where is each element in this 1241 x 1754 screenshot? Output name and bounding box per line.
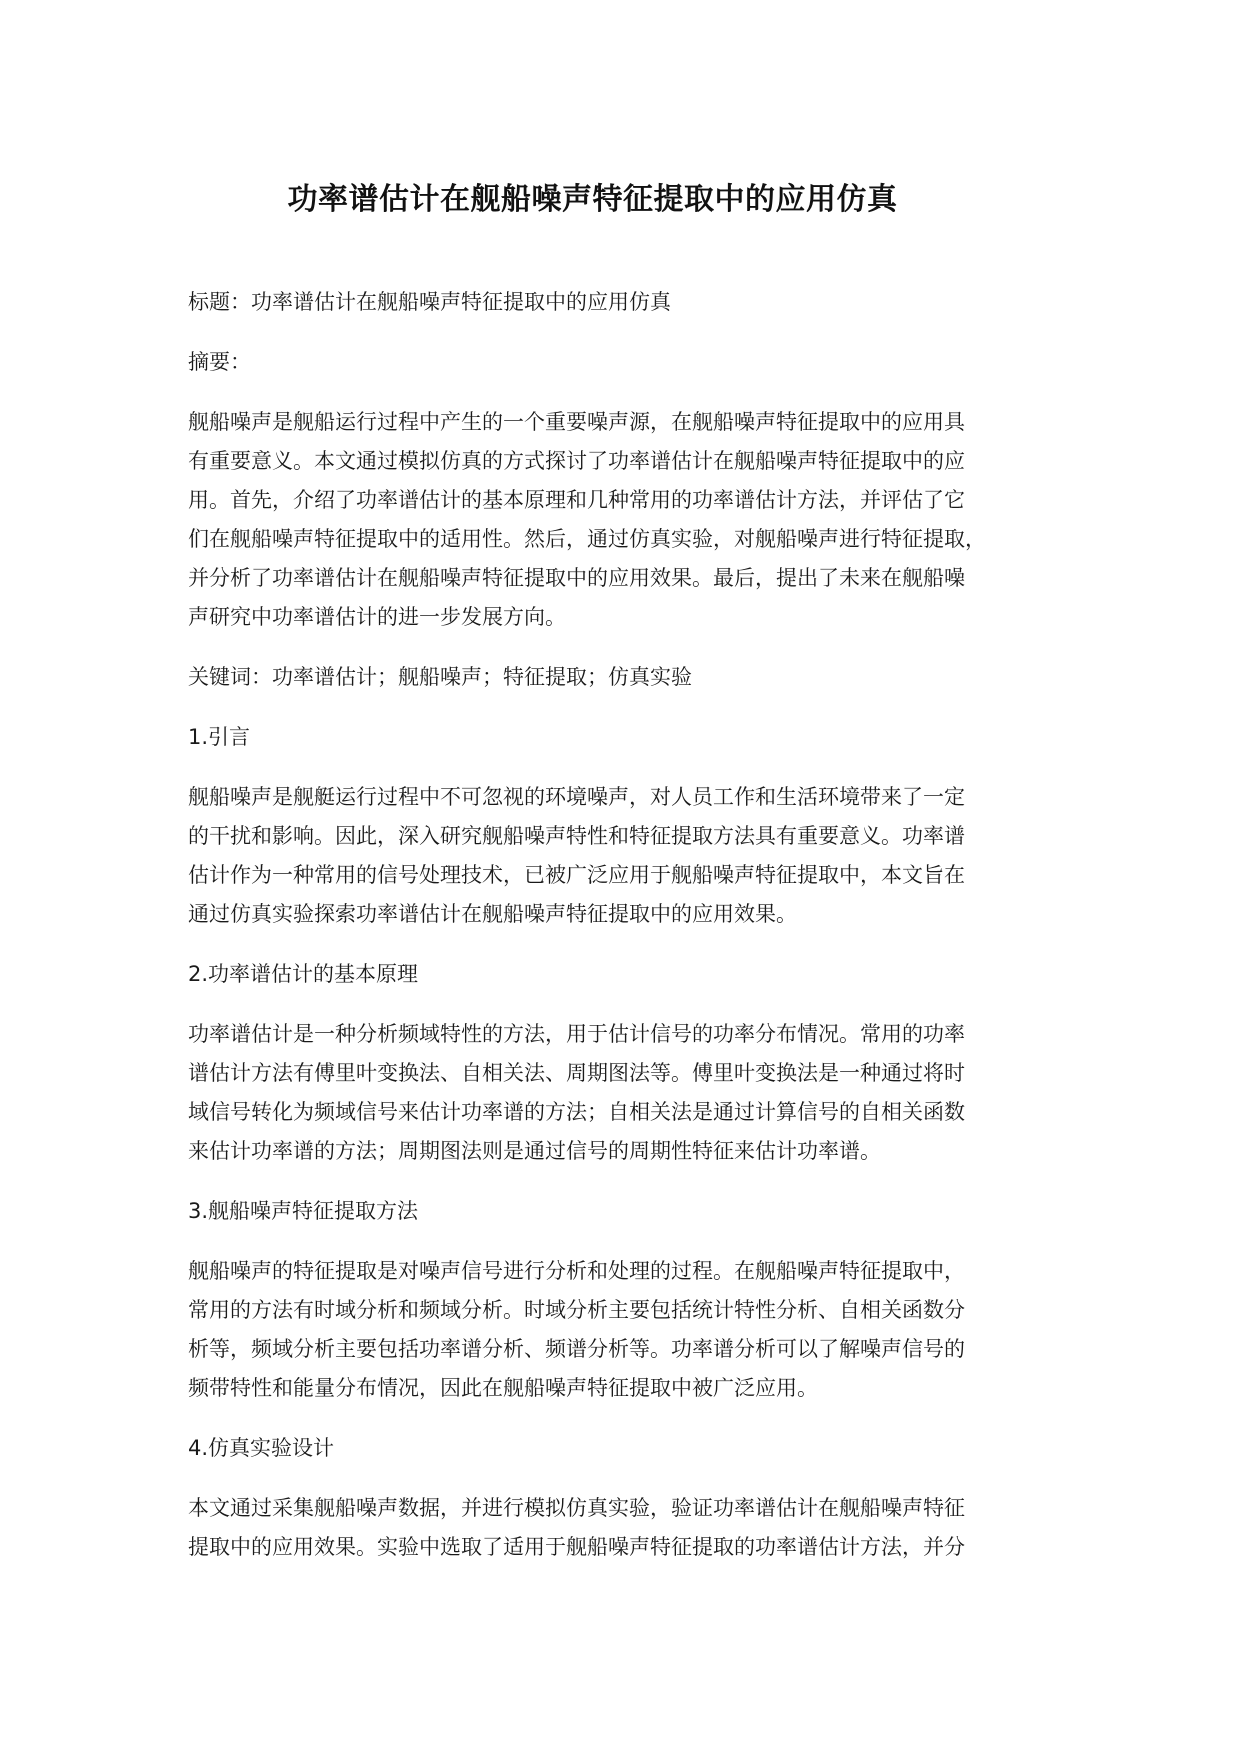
paragraph-line: 通过仿真实验探索功率谱估计在舰船噪声特征提取中的应用效果。 bbox=[188, 902, 797, 926]
keywords: 关键词：功率谱估计；舰船噪声；特征提取；仿真实验 bbox=[188, 665, 692, 689]
title-label: 标题：功率谱估计在舰船噪声特征提取中的应用仿真 bbox=[188, 290, 671, 314]
paragraph-line: 舰船噪声的特征提取是对噪声信号进行分析和处理的过程。在舰船噪声特征提取中， bbox=[188, 1259, 965, 1283]
paragraph-line: 功率谱估计是一种分析频域特性的方法，用于估计信号的功率分布情况。常用的功率 bbox=[188, 1022, 965, 1046]
section-heading-introduction: 1.引言 bbox=[188, 725, 251, 749]
abstract-line: 声研究中功率谱估计的进一步发展方向。 bbox=[188, 605, 566, 629]
abstract-paragraph bbox=[188, 403, 1088, 637]
abstract-line: 用。首先，介绍了功率谱估计的基本原理和几种常用的功率谱估计方法，并评估了它 bbox=[188, 488, 965, 512]
section-paragraph-methods bbox=[188, 1252, 1088, 1408]
paragraph-line: 舰船噪声是舰艇运行过程中不可忽视的环境噪声，对人员工作和生活环境带来了一定 bbox=[188, 785, 965, 809]
abstract-label: 摘要： bbox=[188, 350, 251, 374]
section-paragraph-experiment bbox=[188, 1489, 1088, 1567]
paragraph-line: 域信号转化为频域信号来估计功率谱的方法；自相关法是通过计算信号的自相关函数 bbox=[188, 1100, 965, 1124]
section-paragraph-introduction bbox=[188, 778, 1088, 934]
paragraph-line: 提取中的应用效果。实验中选取了适用于舰船噪声特征提取的功率谱估计方法，并分 bbox=[188, 1535, 965, 1559]
section-heading-principles: 2.功率谱估计的基本原理 bbox=[188, 962, 419, 986]
abstract-line: 并分析了功率谱估计在舰船噪声特征提取中的应用效果。最后，提出了未来在舰船噪 bbox=[188, 566, 965, 590]
document-body bbox=[188, 283, 1088, 1588]
abstract-line: 舰船噪声是舰船运行过程中产生的一个重要噪声源，在舰船噪声特征提取中的应用具 bbox=[188, 410, 965, 434]
section-paragraph-principles bbox=[188, 1015, 1088, 1171]
paragraph-line: 频带特性和能量分布情况，因此在舰船噪声特征提取中被广泛应用。 bbox=[188, 1376, 818, 1400]
paragraph-line: 的干扰和影响。因此，深入研究舰船噪声特性和特征提取方法具有重要意义。功率谱 bbox=[188, 824, 965, 848]
paragraph-line: 本文通过采集舰船噪声数据，并进行模拟仿真实验，验证功率谱估计在舰船噪声特征 bbox=[188, 1496, 965, 1520]
section-heading-experiment: 4.仿真实验设计 bbox=[188, 1436, 335, 1460]
document-title: 功率谱估计在舰船噪声特征提取中的应用仿真 bbox=[287, 182, 898, 217]
paragraph-line: 估计作为一种常用的信号处理技术，已被广泛应用于舰船噪声特征提取中，本文旨在 bbox=[188, 863, 965, 887]
paragraph-line: 来估计功率谱的方法；周期图法则是通过信号的周期性特征来估计功率谱。 bbox=[188, 1139, 881, 1163]
abstract-line: 有重要意义。本文通过模拟仿真的方式探讨了功率谱估计在舰船噪声特征提取中的应 bbox=[188, 449, 965, 473]
paragraph-line: 析等，频域分析主要包括功率谱分析、频谱分析等。功率谱分析可以了解噪声信号的 bbox=[188, 1337, 965, 1361]
section-heading-methods: 3.舰船噪声特征提取方法 bbox=[188, 1199, 419, 1223]
abstract-line: 们在舰船噪声特征提取中的适用性。然后，通过仿真实验，对舰船噪声进行特征提取， bbox=[188, 527, 986, 551]
paragraph-line: 谱估计方法有傅里叶变换法、自相关法、周期图法等。傅里叶变换法是一种通过将时 bbox=[188, 1061, 965, 1085]
paragraph-line: 常用的方法有时域分析和频域分析。时域分析主要包括统计特性分析、自相关函数分 bbox=[188, 1298, 965, 1322]
